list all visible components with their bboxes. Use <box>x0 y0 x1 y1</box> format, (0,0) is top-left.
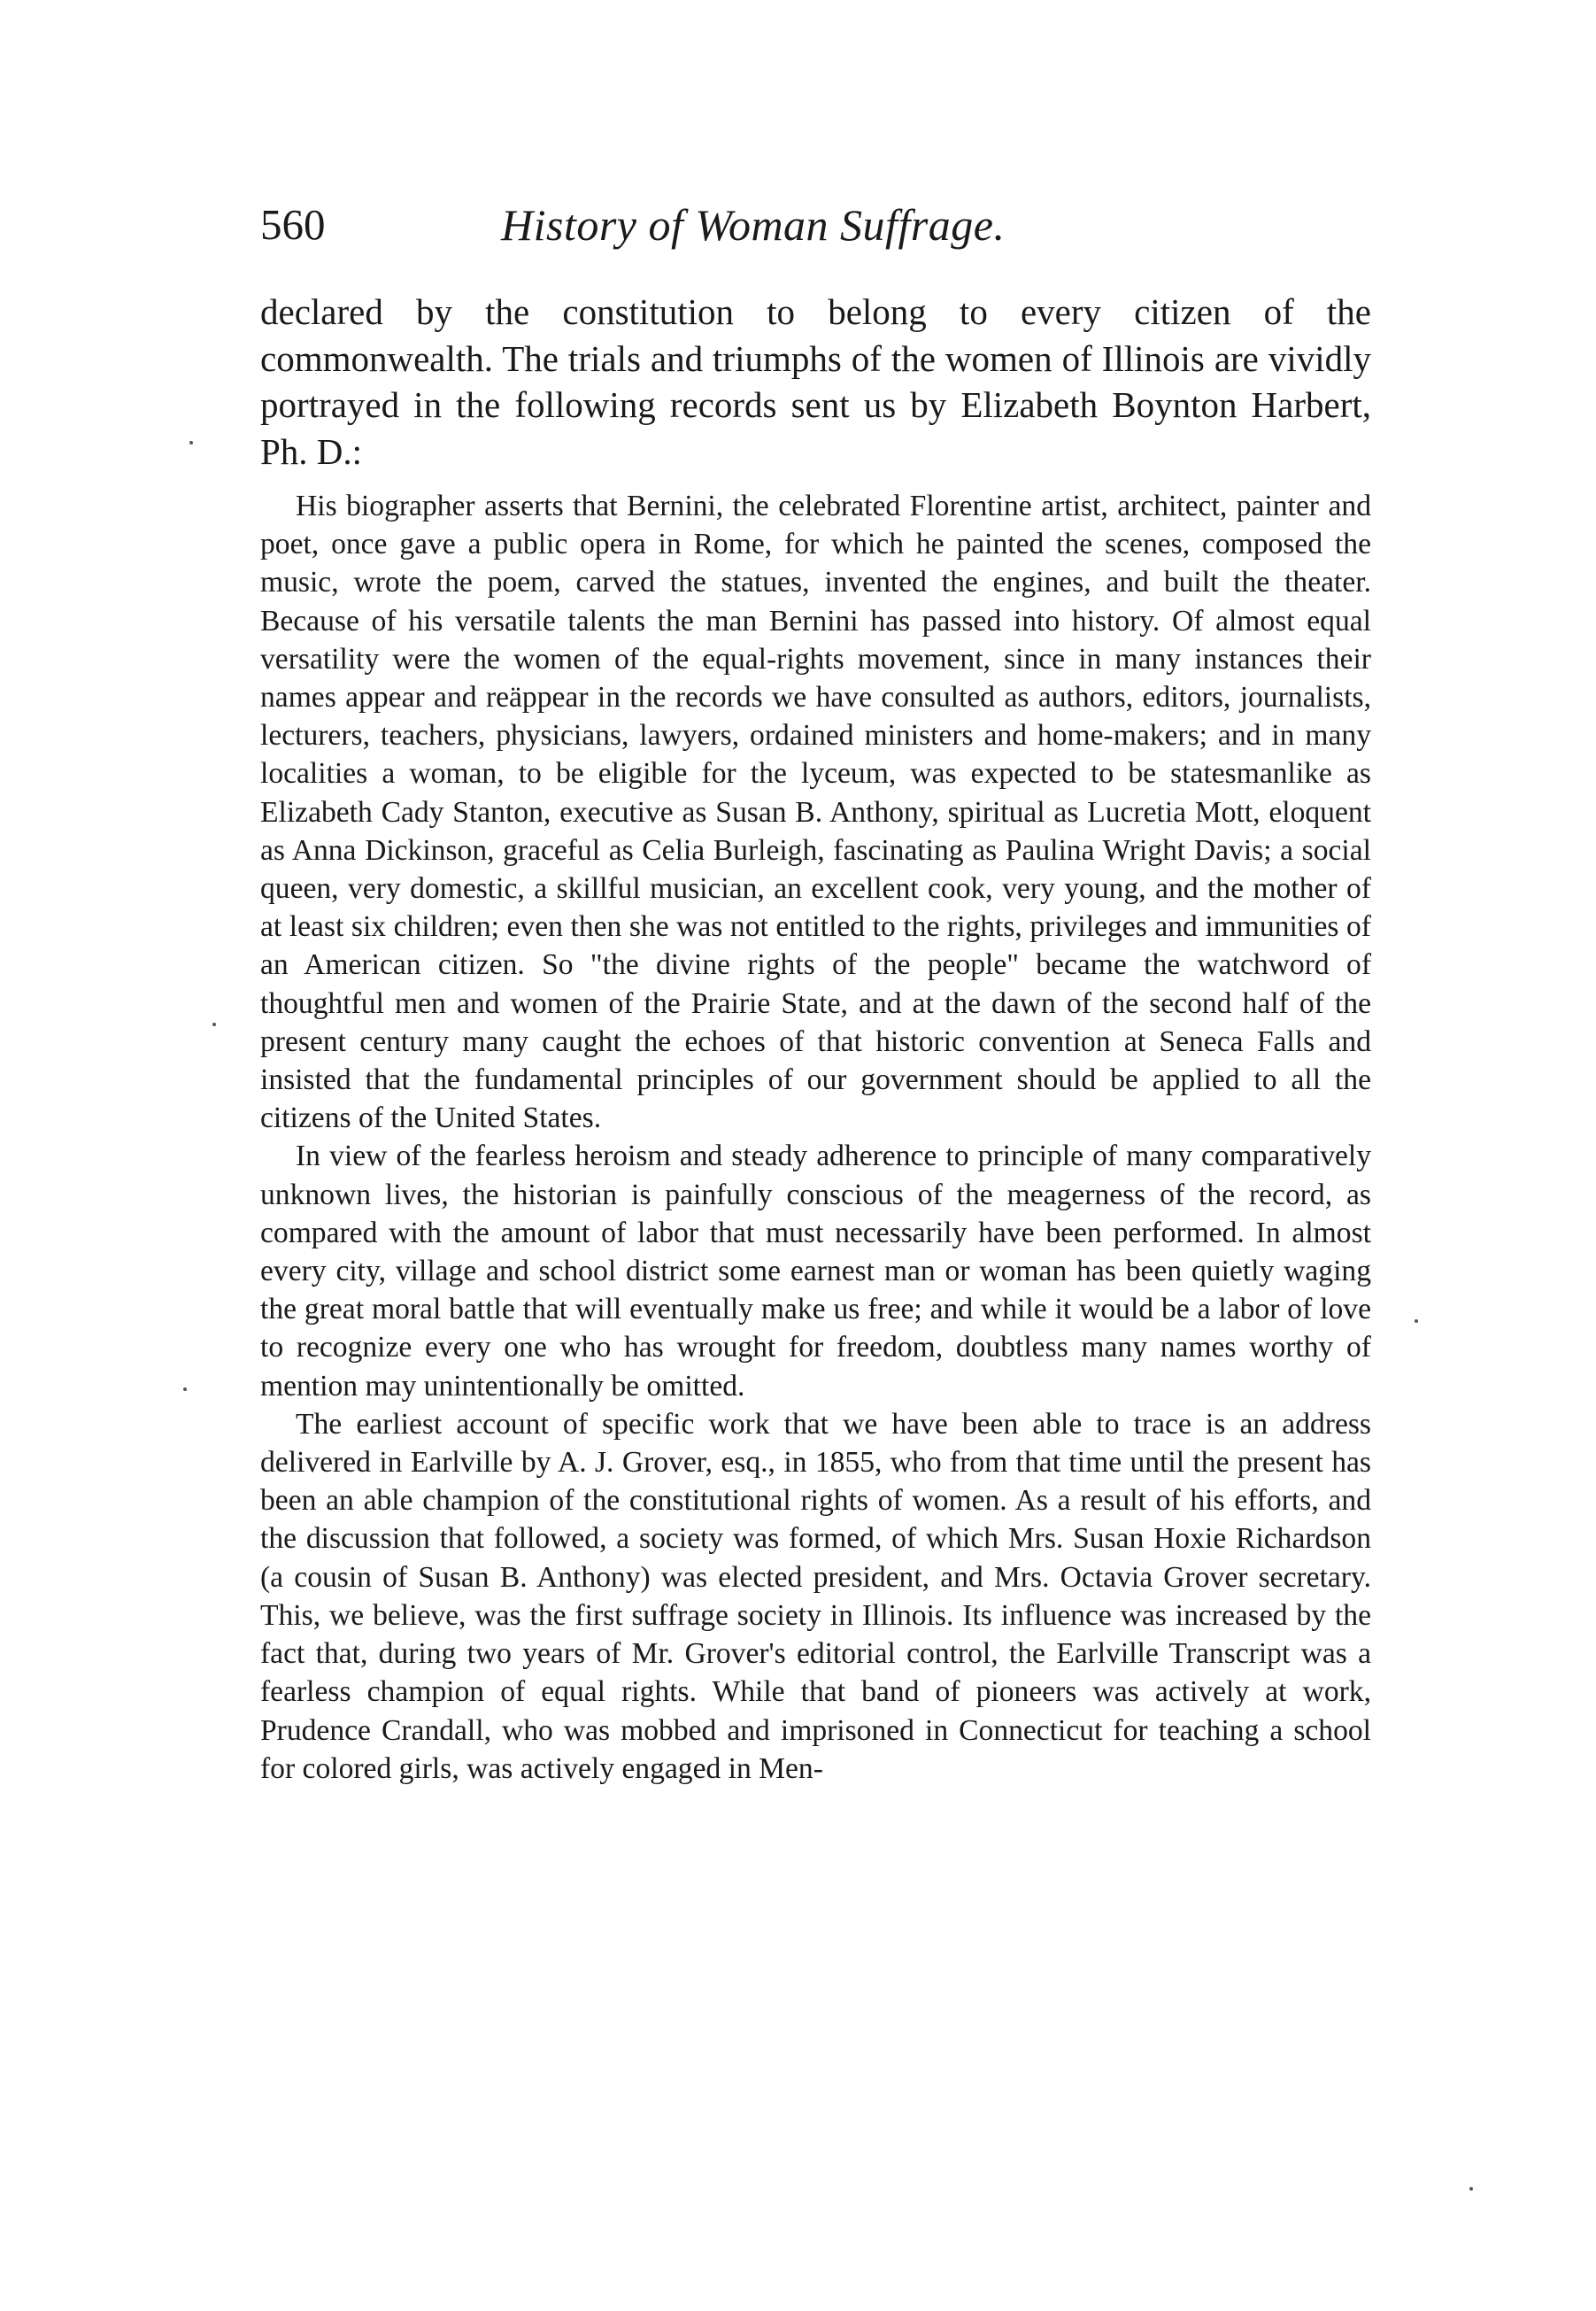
body-paragraph-earlville: The earliest account of specific work that we have been able to trace is an address delivered in Earlville by A. J. Grover, esq., in 1855, who from that time until the present has been an able champion of the constitutional rights of women. As a result of his efforts, and the discussion that followed, a society was formed, of which Mrs. Susan Hoxie Richardson (a cousin of Susan B. Anthony) was elected president, and Mrs. Octavia Grover secretary. This, we believe, was the first suffrage society in Illinois. Its influence was increased by the fact that, during two years of Mr. Grover's editorial control, the Earlville Transcript was a fearless champion of equal rights. While that band of pioneers was actively at work, Prudence Crandall, who was mobbed and imprisoned in Connecticut for teaching a school for colored girls, was actively engaged in Men- <box>260 1407 1371 1785</box>
print-speck <box>212 1023 216 1026</box>
running-head-title: History of Woman Suffrage. <box>501 200 1006 250</box>
body-paragraph-bernini: His biographer asserts that Bernini, the celebrated Florentine artist, architect, painter and poet, once gave a public opera in Rome, for which he painted the scenes, composed the music, wrote the poem, carved the statues, invented the engines, and built the theater. Because of his versatile talents the man Bernini has passed into history. Of almost equal versatility were the women of the equal-rights movement, since in many instances their names appear and reäppear in the records we have consulted as authors, editors, journalists, lecturers, teachers, physicians, lawyers, ordained ministers and home-makers; and in many localities a woman, to be eligible for the lyceum, was expected to be statesmanlike as Elizabeth Cady Stanton, executive as Susan B. Anthony, spiritual as Lucretia Mott, eloquent as Anna Dickinson, graceful as Celia Burleigh, fascinating as Paulina Wright Davis; a social queen, very domestic, a skillful musician, an excellent cook, very young, and the mother of at least six children; even then she was not entitled to the rights, privileges and immunities of an American citizen. So "the divine rights of the people" became the watchword of thoughtful men and women of the Prairie State, and at the dawn of the second half of the present century many caught the echoes of that historic convention at Seneca Falls and insisted that the fundamental principles of our government should be applied to all the citizens of the United States. <box>260 490 1371 1135</box>
page-number: 560 <box>260 200 326 249</box>
body-paragraph-heroism: In view of the fearless heroism and steady adherence to principle of many comparatively unknown lives, the historian is painfully conscious of the meagerness of the record, as compared with the amount of labor that must necessarily have been performed. In almost every city, village and school district some earnest man or woman has been quietly waging the great moral battle that will eventually make us free; and while it would be a labor of love to recognize every one who has wrought for freedom, doubtless many names worthy of mention may unintentionally be omitted. <box>260 1140 1371 1403</box>
print-speck <box>183 1387 187 1391</box>
intro-paragraph: declared by the constitution to belong to every citizen of the commonwealth. The trials and triumphs of the women of Illinois are vividly portrayed in the following records sent us by Elizabeth Boynton Harbert, Ph. D.: <box>260 291 1371 472</box>
print-speck <box>1415 1319 1418 1323</box>
quoted-record <box>260 487 1371 1788</box>
print-speck <box>1469 2187 1473 2191</box>
print-speck <box>189 441 193 444</box>
page-header <box>260 198 1393 260</box>
